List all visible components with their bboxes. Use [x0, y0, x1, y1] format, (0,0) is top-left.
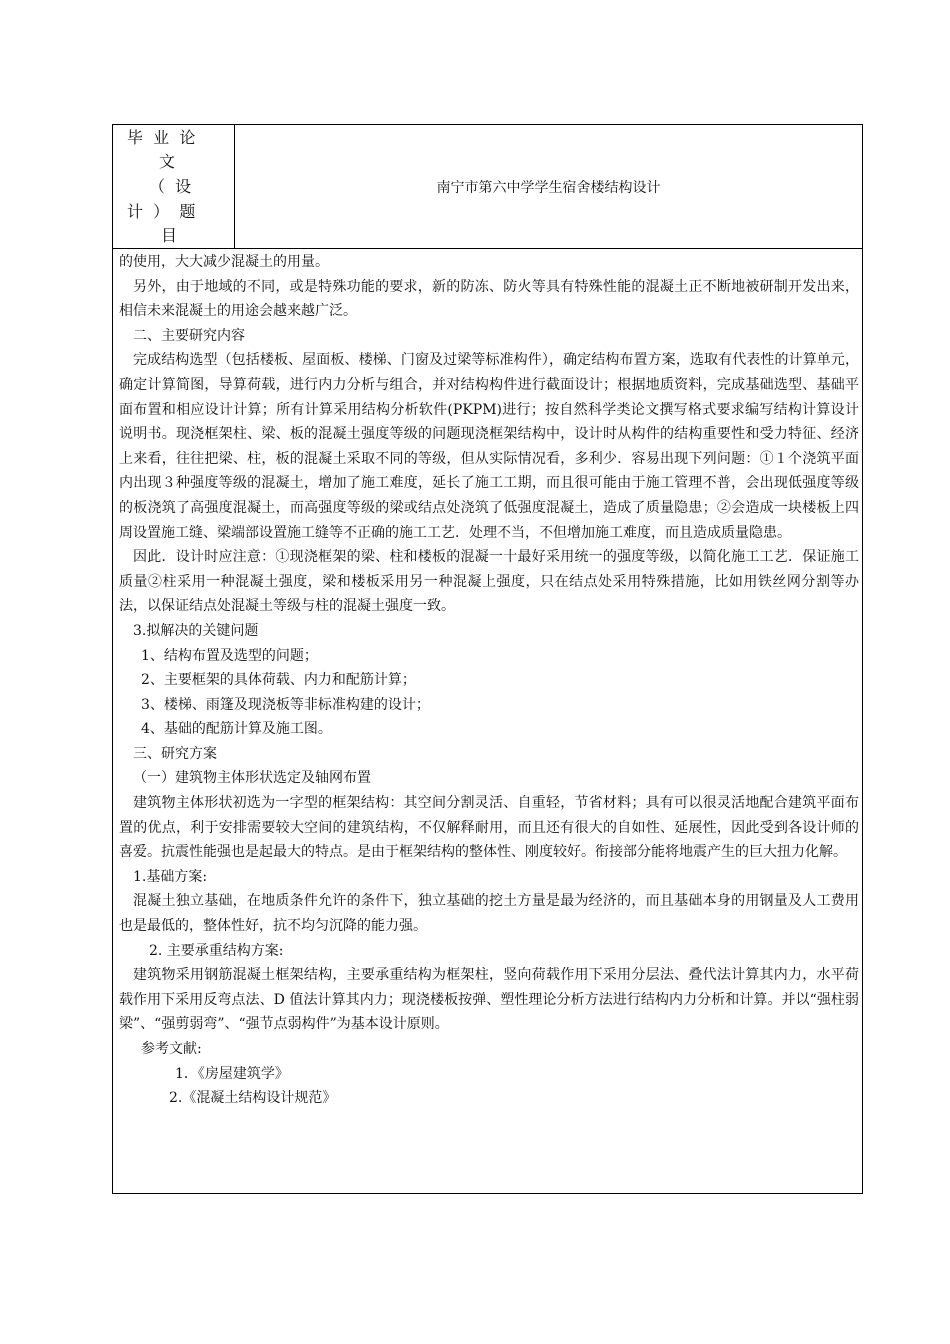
thesis-title: 南宁市第六中学学生宿舍楼结构设计 [436, 179, 661, 196]
paragraph: 建筑物采用钢筋混凝土框架结构，主要承重结构为框架柱，竖向荷载作用下采用分层法、叠代法计算其内力，水平荷载作用下采用反弯点法、D 值法计算其内力；现浇楼板按弹、塑性理论分析方法进行结构内力分析和计算。并以“强柱弱梁”、“强剪弱弯”、“强节点弱构件”为基本设计原则。 [119, 967, 859, 1033]
topic-label-line: （ 设 [149, 177, 192, 196]
section-heading: 3.拟解决的关键问题 [133, 622, 259, 639]
subsection-heading: （一）建筑物主体形状选定及轴网布置 [133, 770, 371, 787]
paragraph: 混凝土独立基础，在地质条件允许的条件下，独立基础的挖土方量是最为经济的，而且基础本身的用钢量及人工费用也是最低的，整体性好，抗不均匀沉降的能力强。 [119, 893, 859, 935]
paragraph: 建筑物主体形状初选为一字型的框架结构：其空间分割灵活、自重轻，节省材料；具有可以很灵活地配合建筑平面布置的优点，利于安排需要较大空间的建筑结构，不仅解释耐用，而且还有很大的自如性、延展性，因此受到各设计师的喜爱。抗震性能强也是起最大的特点。是由于框架结构的整体性、刚度较好。衔接部分能将地震产生的巨大扭力化解。 [119, 795, 859, 861]
list-item: 4、基础的配筋计算及施工图。 [141, 721, 332, 738]
paragraph: 的使用，大大减少混凝土的用量。 [119, 254, 329, 270]
topic-label-line: 毕 业 论 [127, 128, 196, 147]
list-item: 3、楼梯、雨篷及现浇板等非标准构建的设计； [141, 696, 430, 713]
section-heading: 二、主要研究内容 [133, 327, 245, 344]
subsection-heading: 1.基础方案: [133, 868, 208, 885]
paragraph: 另外，由于地域的不同，或是特殊功能的要求，新的防冻、防火等具有特殊性能的混凝土正不断地被研制开发出来，相信未来混凝土的用途会越来越广泛。 [119, 278, 859, 320]
subsection-heading: 2. 主要承重结构方案: [149, 942, 284, 959]
list-item: 2、主要框架的具体荷载、内力和配筋计算； [141, 672, 416, 689]
references-heading: 参考文献: [141, 1041, 202, 1057]
paragraph: 完成结构选型（包括楼板、屋面板、楼梯、门窗及过梁等标准构件），确定结构布置方案，选取有代表性的计算单元，确定计算简图，导算荷载，进行内力分析与组合，并对结构构件进行截面设计；根据地质资料，完成基础选型、基础平面布置和相应设计计算；所有计算采用结构分析软件(PKPM)进行；按自然科学类论文撰写格式要求编写结构计算设计说明书。现浇框架柱、梁、板的混凝土强度等级的问题现浇框架结构中，设计时从构件的结构重要性和受力特征、经济上来看，往往把梁、柱，板的混凝土采取不同的等级，但从实际情况看，多利少．容易出现下列问题：①１个浇筑平面内出现３种强度等级的混凝土，增加了施工难度，延长了施工工期，而且很可能由于施工管理不普，会出现低强度等级的板浇筑了高强度混凝土，而高强度等级的梁或结点处浇筑了低强度混凝土，造成了质量隐患；②会造成一块楼板上四周设置施工缝、梁端部设置施工缝等不正确的施工工艺．处理不当，不但增加施工难度，而且造成质量隐患。 [119, 352, 859, 541]
topic-label-line: 目 [161, 226, 178, 245]
section-heading: 三、研究方案 [133, 745, 217, 762]
body-content [119, 250, 859, 1111]
paragraph: 因此．设计时应注意：①现浇框架的梁、柱和楼板的混凝一十最好采用统一的强度等级，以简化施工工艺．保证施工质量②柱采用一种混凝土强度，梁和楼板采用另一种混凝上强度，只在结点处采用特殊措施，比如用铁丝网分割等办法，以保证结点处混凝土等级与柱的混凝土强度一致。 [119, 549, 859, 615]
form-table [112, 124, 863, 1194]
header-row [113, 125, 862, 249]
topic-label-line: 计 ） 题 [127, 202, 196, 221]
list-item: 1、结构布置及选型的问题； [141, 647, 318, 664]
reference-item: 1．《房屋建筑学》 [175, 1065, 289, 1082]
topic-label-line: 文 [159, 152, 176, 171]
topic-label-cell [113, 125, 235, 248]
reference-item: 2.《混凝土结构设计规范》 [169, 1090, 337, 1107]
